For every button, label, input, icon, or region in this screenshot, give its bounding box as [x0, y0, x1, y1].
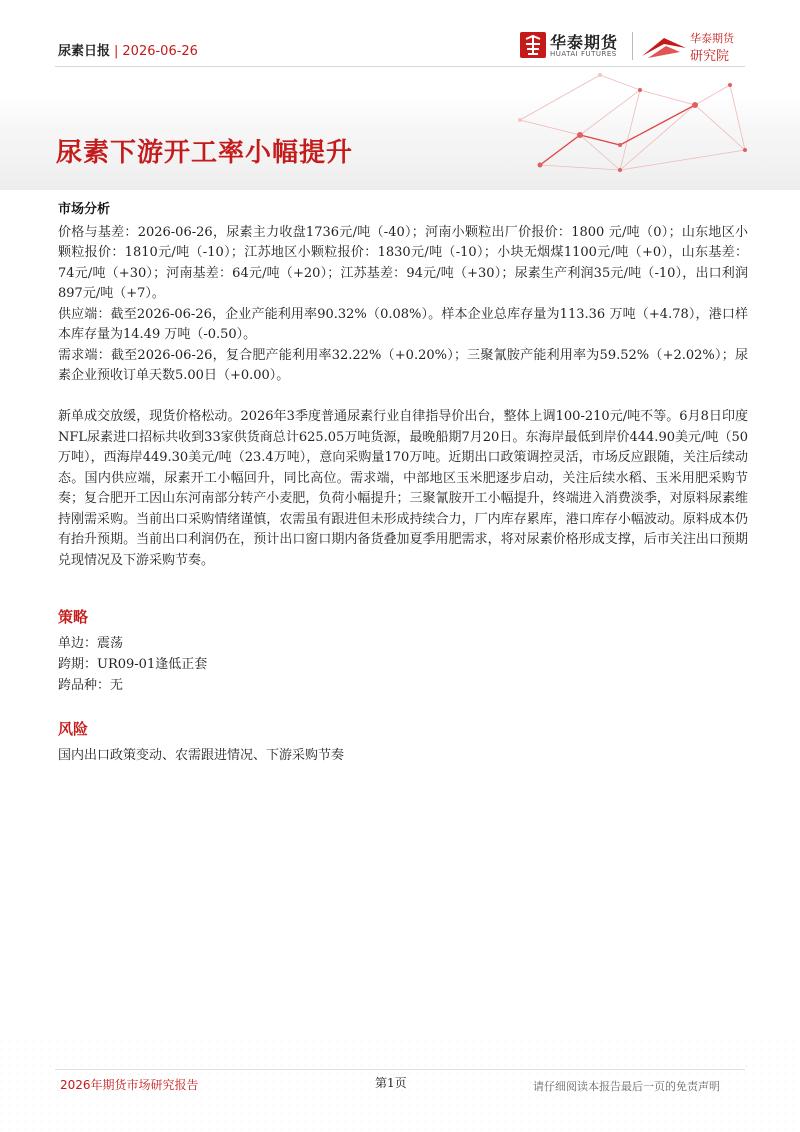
demand-paragraph: 需求端：截至2026-06-26，复合肥产能利用率32.22%（+0.20%）；三聚氰胺产能利用率为59.52%（+2.02%）；尿素企业预收订单天数5.00日（+0.00）。 [58, 347, 748, 383]
strategy-heading: 策略 [58, 608, 89, 626]
institute-logo-icon [640, 34, 688, 60]
strategy-item-calendar: 跨期：UR09-01逢低正套 [58, 657, 208, 672]
supply-paragraph: 供应端：截至2026-06-26，企业产能利用率90.32%（0.08%）。样本企业总库存量为113.36 万吨（+4.78），港口样本库存量为14.49 万吨（-0.50）。 [58, 306, 748, 342]
report-type: 尿素日报 [58, 44, 111, 59]
institute-name-line2: 研究院 [690, 49, 730, 64]
meta-separator: | [114, 44, 119, 59]
risk-heading: 风险 [58, 720, 89, 738]
price-basis-paragraph: 价格与基差：2026-06-26，尿素主力收盘1736元/吨（-40）；河南小颗粒出厂价报价：1800 元/吨（0）；山东地区小颗粒报价：1810元/吨（-10）；江苏地区小颗粒报价：1830元/吨（-10）；小块无烟煤1100元/吨（+0），山东基差：74元/吨（+30）；河南基差：64元/吨（+20）；江苏基差：94元/吨（+30）；尿素生产利润35元/吨（-10），出口利润897元/吨（+7）。 [58, 224, 748, 301]
footer-divider [55, 1069, 745, 1070]
footer-page-number: 第1页 [375, 1076, 407, 1090]
strategy-item-cross: 跨品种：无 [58, 678, 124, 693]
report-date: 2026-06-26 [122, 44, 198, 59]
header-divider [55, 66, 745, 67]
footer-disclaimer: 请仔细阅读本报告最后一页的免责声明 [533, 1080, 720, 1093]
risk-text: 国内出口政策变动、农需跟进情况、下游采购节奏 [58, 748, 345, 763]
report-meta [58, 40, 198, 59]
network-graphic [500, 70, 760, 190]
company-logo [520, 30, 760, 64]
logo-name: 华泰期货 [550, 33, 619, 52]
logo-divider [632, 32, 633, 60]
strategy-item-single: 单边：震荡 [58, 636, 124, 651]
market-analysis-heading: 市场分析 [58, 202, 111, 217]
institute-name-line1: 华泰期货 [690, 32, 734, 45]
report-title: 尿素下游开工率小幅提升 [56, 138, 354, 168]
logo-name-en: HUATAI FUTURES [550, 50, 617, 58]
huatai-logo-icon [520, 32, 546, 58]
market-analysis-section [58, 200, 748, 571]
commentary-paragraph: 新单成交放缓，现货价格松动。2026年3季度普通尿素行业自律指导价出台，整体上调100-210元/吨不等。6月8日印度NFL尿素进口招标共收到33家供货商总计625.05万吨货源，最晚船期7月20日。东海岸最低到岸价444.90美元/吨（50万吨），西海岸449.30美元/吨（23.4万吨），意向采购量170万吨。近期出口政策调控灵活，市场反应跟随，关注后续动态。国内供应端，尿素开工小幅回升，同比高位。需求端，中部地区玉米肥逐步启动，关注后续水稻、玉米用肥采购节奏；复合肥开工因山东河南部分转产小麦肥，负荷小幅提升；三聚氰胺开工小幅提升，终端进入消费淡季，对原料尿素维持刚需采购。当前出口采购情绪谨慎，农需虽有跟进但未形成持续合力，厂内库存累库，港口库存小幅波动。原料成本仍有抬升预期。当前出口利润仍在，预计出口窗口期内备货叠加夏季用肥需求，将对尿素价格形成支撑，后市关注出口预期兑现情况及下游采购节奏。 [58, 409, 748, 568]
footer-report-name: 2026年期货市场研究报告 [60, 1078, 199, 1092]
